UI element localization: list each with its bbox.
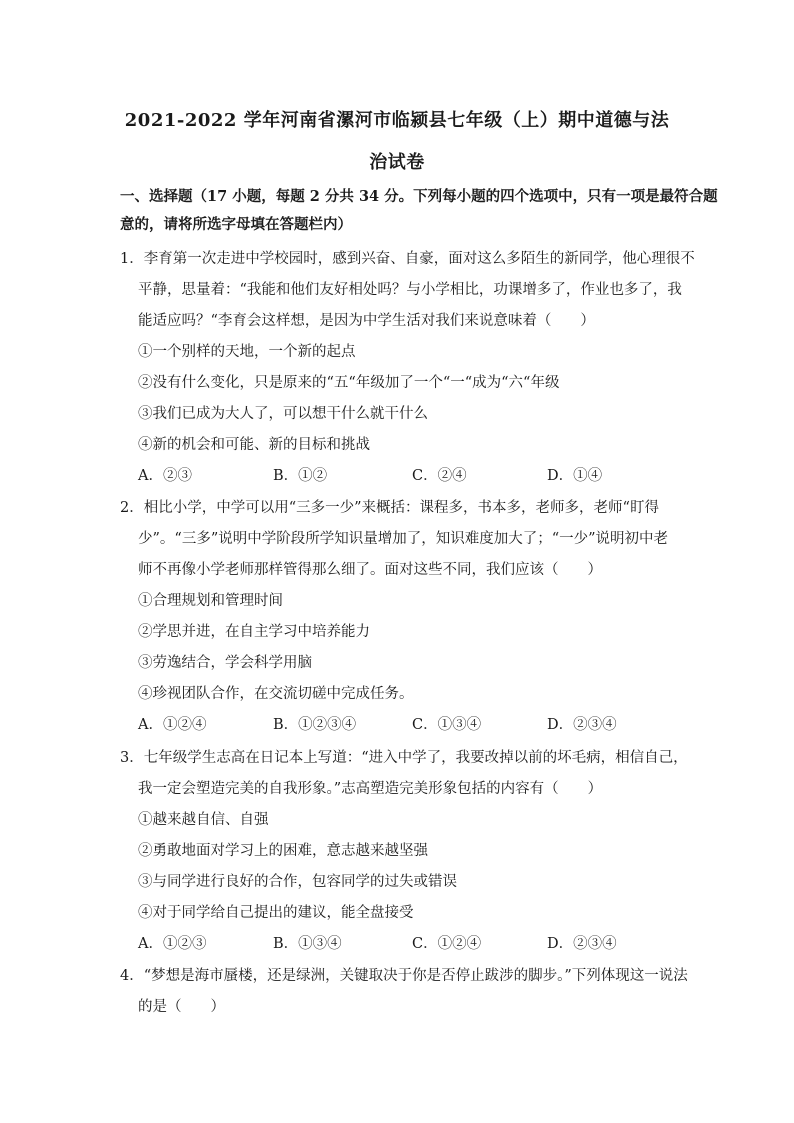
- q3-option-c: C．①②④: [412, 936, 482, 952]
- exam-title-line-2: 治试卷: [369, 152, 425, 173]
- q3-item-2: ②勇敢地面对学习上的困难，意志越来越坚强: [138, 843, 428, 859]
- q4-stem-line-1: 4．“梦想是海市蜃楼，还是绿洲，关键取决于你是否停止跋涉的脚步。”下列体现这一说法: [120, 968, 688, 984]
- q2-item-2: ②学思并进，在自主学习中培养能力: [138, 624, 370, 640]
- q3-stem-line-2: 我一定会塑造完美的自我形象。”志高塑造完美形象包括的内容有（ ）: [138, 781, 603, 797]
- q3-item-1: ①越来越自信、自强: [138, 812, 269, 828]
- q2-option-b: B．①②③④: [273, 717, 357, 733]
- q1-stem-line-1: 1．李育第一次走进中学校园时，感到兴奋、自豪，面对这么多陌生的新同学，他心理很不: [120, 251, 695, 267]
- q4-stem-line-2: 的是（ ）: [138, 999, 225, 1015]
- q2-stem-line-2: 少”。“三多”说明中学阶段所学知识量增加了，知识难度加大了；“一少”说明初中老: [138, 531, 669, 547]
- q1-item-2: ②没有什么变化，只是原来的“五“年级加了一个“一“成为“六“年级: [138, 375, 560, 391]
- q2-item-3: ③劳逸结合，学会科学用脑: [138, 655, 312, 671]
- exam-title-line-1: 2021-2022 学年河南省漯河市临颍县七年级（上）期中道德与法: [124, 110, 670, 131]
- q3-stem-line-1: 3．七年级学生志高在日记本上写道：“进入中学了，我要改掉以前的坏毛病，相信自己，: [120, 750, 688, 766]
- q1-option-b: B．①②: [273, 468, 328, 484]
- q1-stem-line-3: 能适应吗？“李育会这样想，是因为中学生活对我们来说意味着（ ）: [138, 313, 595, 329]
- q1-option-d: D．①④: [547, 468, 603, 484]
- q3-option-a: A．①②③: [138, 936, 207, 952]
- q2-item-4: ④珍视团队合作，在交流切磋中完成任务。: [138, 686, 414, 702]
- q3-option-b: B．①③④: [273, 936, 342, 952]
- q2-stem-line-3: 师不再像小学老师那样管得那么细了。面对这些不同，我们应该（ ）: [138, 562, 602, 578]
- q3-item-4: ④对于同学给自己提出的建议，能全盘接受: [138, 905, 414, 921]
- q1-stem-line-2: 平静，思量着：“我能和他们友好相处吗？与小学相比，功课增多了，作业也多了，我: [138, 282, 682, 298]
- q1-option-a: A．②③: [138, 468, 192, 484]
- q3-option-d: D．②③④: [547, 936, 617, 952]
- q2-option-d: D．②③④: [547, 717, 617, 733]
- q1-item-4: ④新的机会和可能、新的目标和挑战: [138, 437, 370, 453]
- section-heading-line-1: 一、选择题（17 小题，每题 2 分共 34 分。下列每小题的四个选项中，只有一项是最符合题: [120, 188, 718, 205]
- q2-option-c: C．①③④: [412, 717, 482, 733]
- q2-item-1: ①合理规划和管理时间: [138, 593, 283, 609]
- section-heading-line-2: 意的，请将所选字母填在答题栏内）: [120, 216, 352, 233]
- q2-option-a: A．①②④: [138, 717, 207, 733]
- q1-item-1: ①一个别样的天地，一个新的起点: [138, 344, 356, 360]
- q1-option-c: C．②④: [412, 468, 467, 484]
- q3-item-3: ③与同学进行良好的合作，包容同学的过失或错误: [138, 874, 457, 890]
- q1-item-3: ③我们已成为大人了，可以想干什么就干什么: [138, 406, 428, 422]
- q2-stem-line-1: 2．相比小学，中学可以用“三多一少”来概括：课程多，书本多，老师多，老师“盯得: [120, 500, 659, 516]
